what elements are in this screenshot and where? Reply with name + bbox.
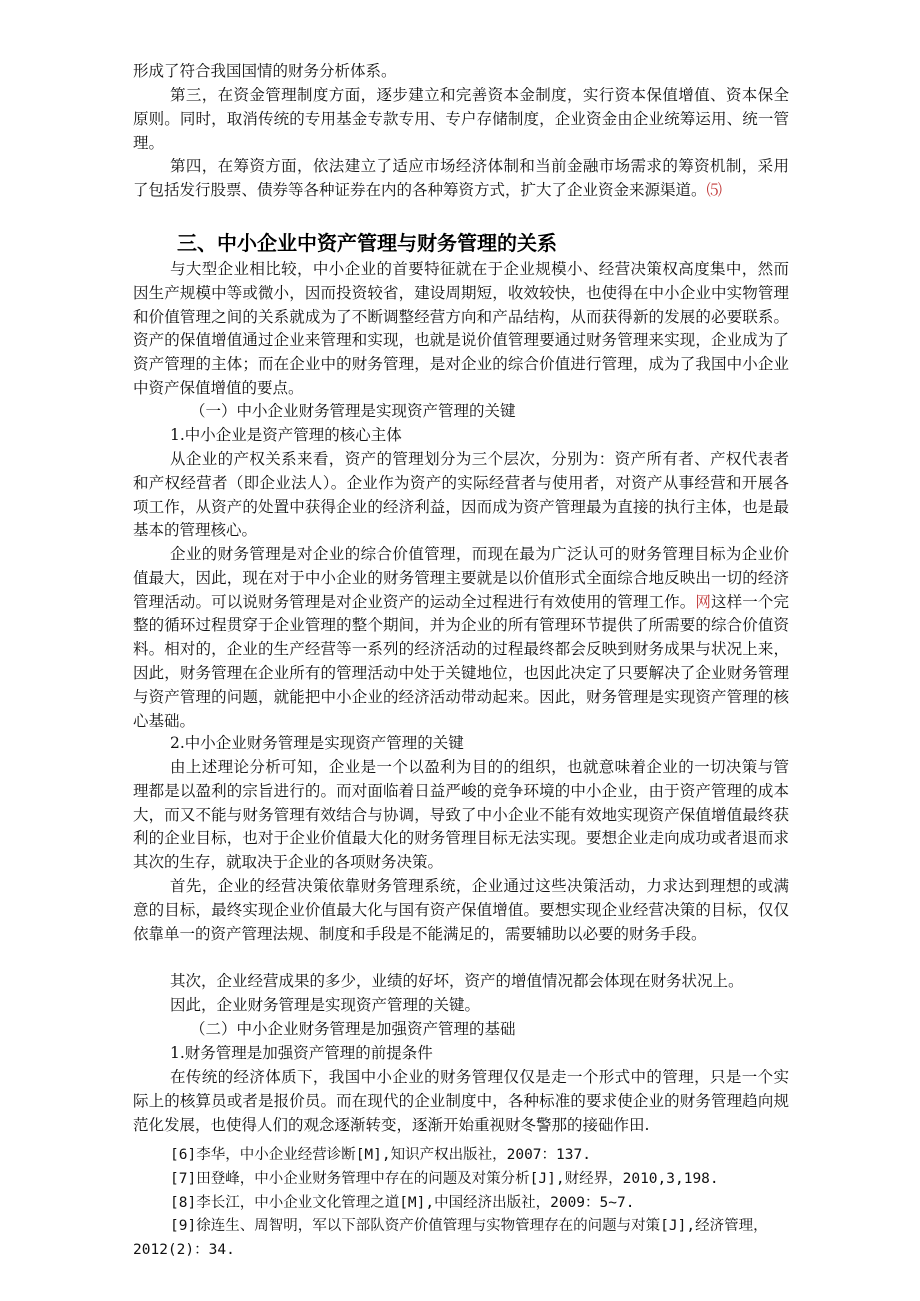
paragraph-1-1-b-post: 这样一个完整的循环过程贯穿于企业管理的整个期间，并为企业的所有管理环节提供了所需要的综合价值资料。相对的，企业的生产经营等一系列的经济活动的过程最终都会反映到财务成果与状况上来，因此，财务管理在企业所有的管理活动中处于关键地位，也因此决定了只要解决了企业财务管理与资产管理的问题，就能把中小企业的经济活动带动起来。因此，财务管理是实现资产管理的核心基础。 — [133, 592, 789, 730]
citation-marker: 网 — [695, 592, 711, 611]
paragraph-fourth-point — [133, 155, 789, 203]
subsection-heading-1: （一）中小企业财务管理是实现资产管理的关键 — [190, 402, 516, 420]
reference-item: [9]徐连生、周智明，军以下部队资产价值管理与实物管理存在的问题与对策[J],经济管理，2012(2)：34. — [133, 1218, 768, 1259]
paragraph-1-1-b-pre: 企业的财务管理是对企业的综合价值管理，而现在最为广泛认可的财务管理目标为企业价值最大，因此，现在对于中小企业的财务管理主要就是以价值形式全面综合地反映出一切的经济管理活动。可以说财务管理是对企业资产的运动全过程进行有效使用的管理工作。 — [133, 545, 789, 611]
paragraph-2-1: 在传统的经济体质下，我国中小企业的财务管理仅仅是走一个形式中的管理，只是一个实际上的核算员或者是报价员。而在现代的企业制度中，各种标准的要求使企业的财务管理趋向规范化发展，也使得人们的观念逐渐转变，逐渐开始重视财冬警那的接础作田. — [133, 1068, 789, 1134]
reference-item: [8]李长江，中小企业文化管理之道[M],中国经济出版社，2009：5~7. — [170, 1194, 635, 1211]
subsubsection-heading-1-2: 2.中小企业财务管理是实现资产管理的关键 — [170, 734, 464, 752]
paragraph-1-2-d: 因此，企业财务管理是实现资产管理的关键。 — [170, 996, 481, 1014]
subsection-heading-2: （二）中小企业财务管理是加强资产管理的基础 — [190, 1020, 516, 1038]
footnote-references — [133, 1144, 789, 1263]
paragraph-1-1-a: 从企业的产权关系来看，资产的管理划分为三个层次，分别为：资产所有者、产权代表者和产权经营者（即企业法人）。企业作为资产的实际经营者与使用者，对资产从事经营和开展各项工作，从资产的处置中获得企业的经济利益，因而成为资产管理最为直接的执行主体，也是最基本的管理核心。 — [133, 450, 789, 540]
paragraph-1-2-a: 由上述理论分析可知，企业是一个以盈利为目的的组织，也就意味着企业的一切决策与管理都是以盈利的宗旨进行的。而对面临着日益严峻的竞争环境的中小企业，由于资产管理的成本大，而又不能与财务管理有效结合与协调，导致了中小企业不能有效地实现资产保值增值最终获利的企业目标，也对于企业价值最大化的财务管理目标无法实现。要想企业走向成功或者退而求其次的生存，就取决于企业的各项财务决策。 — [133, 758, 789, 872]
paragraph-intro: 与大型企业相比较，中小企业的首要特征就在于企业规模小、经营决策权高度集中，然而因生产规模中等或微小，因而投资较省，建设周期短，收效较快，也使得在中小企业中实物管理和价值管理之间的关系就成为了不断调整经营方向和产品结构，从而获得新的发展的必要联系。资产的保值增值通过企业来管理和实现，也就是说价值管理要通过财务管理来实现，企业成为了资产管理的主体；而在企业中的财务管理，是对企业的综合价值进行管理，成为了我国中小企业中资产保值增值的要点。 — [133, 260, 789, 397]
paragraph-third-point: 第三，在资金管理制度方面，逐步建立和完善资本金制度，实行资本保值增值、资本保全原则。同时，取消传统的专用基金专款专用、专户存储制度，企业资金由企业统筹运用、统一管理。 — [133, 86, 789, 152]
paragraph-1-1-b — [133, 543, 789, 733]
paragraph-continued: 形成了符合我国国情的财务分析体系。 — [133, 62, 397, 80]
section-heading: 三、中小企业中资产管理与财务管理的关系 — [177, 231, 557, 255]
paragraph-1-2-b: 首先，企业的经营决策依靠财务管理系统，企业通过这些决策活动，力求达到理想的或满意的目标，最终实现企业价值最大化与国有资产保值增值。要想实现企业经营决策的目标，仅仅依靠单一的资产管理法规、制度和手段是不能满足的，需要辅助以必要的财务手段。 — [133, 877, 789, 943]
reference-item: [7]田登峰，中小企业财务管理中存在的问题及对策分析[J],财经界，2010,3,198. — [170, 1170, 719, 1187]
paragraph-fourth-text: 第四，在筹资方面，依法建立了适应市场经济体制和当前金融市场需求的筹资机制，采用了包括发行股票、债券等各种证券在内的各种筹资方式，扩大了企业资金来源渠道。 — [133, 157, 789, 199]
citation-marker: ⑸ — [706, 180, 723, 199]
subsubsection-heading-1-1: 1.中小企业是资产管理的核心主体 — [170, 426, 402, 444]
paragraph-1-2-c: 其次，企业经营成果的多少，业绩的好坏，资产的增值情况都会体现在财务状况上。 — [170, 972, 744, 990]
subsubsection-heading-2-1: 1.财务管理是加强资产管理的前提条件 — [170, 1044, 433, 1062]
reference-item: [6]李华，中小企业经营诊断[M],知识产权出版社，2007：137. — [170, 1147, 591, 1163]
